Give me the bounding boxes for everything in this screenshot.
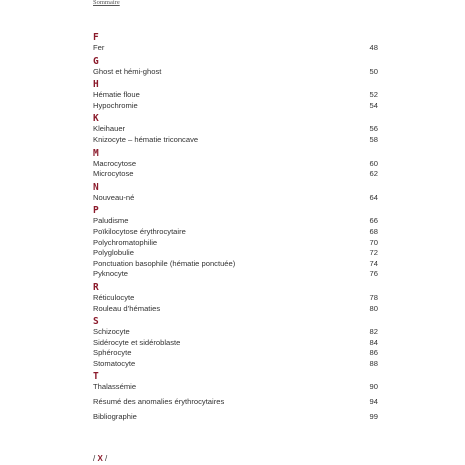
- entry-term: Rouleau d’hématies: [93, 303, 161, 313]
- entry-term: Nouveau-né: [93, 192, 135, 202]
- entry-term: Poïkilocytose érythrocytaire: [93, 226, 186, 236]
- entry-page: 88: [369, 358, 378, 368]
- toc-section: [93, 206, 378, 280]
- toc-entry[interactable]: [93, 43, 378, 54]
- toc-entry[interactable]: [93, 327, 378, 338]
- toc-entry[interactable]: [93, 90, 378, 101]
- toc-entry[interactable]: [93, 67, 378, 78]
- entry-page: 78: [369, 292, 378, 302]
- entry-page: 82: [369, 327, 378, 337]
- entry-term: Polyglobulie: [93, 248, 134, 258]
- toc-entry[interactable]: [93, 259, 378, 270]
- section-letter: M: [93, 147, 99, 159]
- entry-term: Kleihauer: [93, 124, 126, 134]
- toc-entry[interactable]: [93, 359, 378, 370]
- toc-section: [93, 80, 378, 111]
- section-letter: T: [93, 371, 99, 383]
- toc-entry[interactable]: [93, 338, 378, 349]
- page-number-prefix: /: [93, 454, 98, 463]
- entry-term: Schizocyte: [93, 327, 130, 337]
- table-of-contents: [93, 30, 378, 422]
- toc-entry[interactable]: [93, 412, 378, 423]
- entry-page: 66: [369, 216, 378, 226]
- toc-entry[interactable]: [93, 169, 378, 180]
- toc-entry[interactable]: [93, 135, 378, 146]
- entry-term: Ponctuation basophile (hématie ponctuée): [93, 258, 236, 268]
- section-letter: S: [93, 316, 99, 328]
- entry-page: 60: [369, 158, 378, 168]
- section-letter: F: [93, 32, 99, 43]
- entry-page: 56: [369, 124, 378, 134]
- entry-term: Fer: [93, 43, 105, 52]
- toc-entry[interactable]: [93, 227, 378, 238]
- entry-page: 58: [369, 134, 378, 144]
- page-number: [93, 454, 107, 463]
- entry-term: Réticulocyte: [93, 292, 135, 302]
- entry-term: Thalassémie: [93, 382, 137, 392]
- entry-page: 90: [369, 382, 378, 392]
- section-letter: N: [93, 181, 99, 193]
- toc-section: [93, 114, 378, 145]
- section-letter: R: [93, 281, 99, 293]
- toc-section: [93, 149, 378, 180]
- entry-page: 48: [369, 43, 378, 52]
- toc-entry[interactable]: [93, 101, 378, 112]
- toc-entry[interactable]: [93, 248, 378, 259]
- entry-page: 50: [369, 66, 378, 76]
- entry-page: 54: [369, 100, 378, 110]
- toc-section: [93, 33, 378, 54]
- entry-term: Hypochromie: [93, 100, 138, 110]
- entry-page: 70: [369, 237, 378, 247]
- entry-page: 64: [369, 192, 378, 202]
- entry-term: Pyknocyte: [93, 269, 129, 279]
- entry-term: Microcytose: [93, 169, 134, 179]
- entry-page: 76: [369, 269, 378, 279]
- page-number-roman: X: [97, 454, 103, 463]
- entry-page: 99: [369, 411, 378, 421]
- entry-page: 68: [369, 226, 378, 236]
- entry-term: Sidérocyte et sidéroblaste: [93, 337, 181, 347]
- toc-section: [93, 372, 378, 393]
- entry-term: Résumé des anomalies érythrocytaires: [93, 397, 225, 407]
- entry-term: Stomatocyte: [93, 358, 136, 368]
- entry-page: 86: [369, 348, 378, 358]
- toc-entry[interactable]: [93, 124, 378, 135]
- toc-entry[interactable]: [93, 269, 378, 280]
- entry-term: Macrocytose: [93, 158, 137, 168]
- toc-section: [93, 183, 378, 204]
- toc-section: [93, 57, 378, 78]
- toc-section: [93, 317, 378, 369]
- section-letter: H: [93, 79, 99, 91]
- section-letter: G: [93, 55, 99, 67]
- section-letter: P: [93, 205, 99, 217]
- entry-page: 52: [369, 90, 378, 100]
- entry-term: Bibliographie: [93, 411, 137, 421]
- entry-term: Paludisme: [93, 216, 129, 226]
- toc-entry[interactable]: [93, 397, 378, 408]
- page-number-suffix: /: [102, 454, 108, 463]
- sommaire-link[interactable]: Sommaire: [93, 0, 120, 6]
- toc-entry[interactable]: [93, 193, 378, 204]
- toc-entry[interactable]: [93, 293, 378, 304]
- entry-page: 80: [369, 303, 378, 313]
- toc-entry[interactable]: [93, 238, 378, 249]
- toc-entry[interactable]: [93, 304, 378, 315]
- toc-entry[interactable]: [93, 382, 378, 393]
- entry-term: Knizocyte – hématie triconcave: [93, 134, 199, 144]
- entry-page: 94: [369, 397, 378, 407]
- entry-page: 62: [369, 169, 378, 179]
- section-letter: K: [93, 113, 99, 125]
- entry-term: Sphérocyte: [93, 348, 132, 358]
- toc-entry[interactable]: [93, 216, 378, 227]
- toc-entry[interactable]: [93, 348, 378, 359]
- entry-page: 84: [369, 337, 378, 347]
- entry-page: 74: [369, 258, 378, 268]
- entry-term: Ghost et hémi-ghost: [93, 66, 162, 76]
- toc-entry[interactable]: [93, 159, 378, 170]
- entry-term: Polychromatophilie: [93, 237, 158, 247]
- entry-page: 72: [369, 248, 378, 258]
- entry-term: Hématie floue: [93, 90, 140, 100]
- toc-section: [93, 283, 378, 314]
